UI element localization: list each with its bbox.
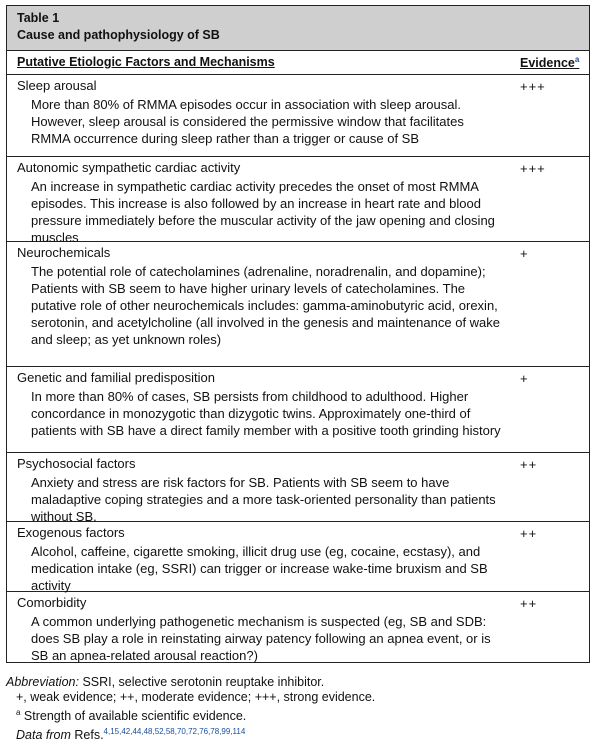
table-row — [7, 592, 589, 663]
row-evidence: ++ — [520, 457, 538, 472]
abbreviation-label: Abbreviation: — [6, 675, 79, 689]
row-heading: Exogenous factors — [17, 525, 125, 540]
strength-note-text: Strength of available scientific evidence. — [20, 709, 247, 724]
row-heading: Genetic and familial predisposition — [17, 370, 215, 385]
row-heading: Neurochemicals — [17, 245, 111, 260]
row-description: In more than 80% of cases, SB persists from childhood to adulthood. Higher concordance in monozygotic than dizygotic twins. Approximately one-third of patients with SB have a direct family member with a positive tooth grinding history — [31, 389, 501, 438]
strength-note — [6, 705, 588, 724]
refs-label: Refs. — [70, 728, 104, 743]
row-description: An increase in sympathetic cardiac activity precedes the onset of most RMMA episodes. This increase is also followed by an increase in heart rate and blood pressure immediately before the muscular activity of the jaw opening and closing muscles — [31, 179, 495, 245]
row-evidence: +++ — [520, 161, 546, 176]
column-header-factors: Putative Etiologic Factors and Mechanisms — [17, 55, 275, 69]
table-row — [7, 242, 589, 367]
table-title: Cause and pathophysiology of SB — [17, 28, 220, 42]
data-from-label: Data from — [16, 728, 71, 743]
row-heading: Autonomic sympathetic cardiac activity — [17, 160, 241, 175]
reference-links[interactable]: 4,15,42,44,48,52,58,70,72,76,78,99,114 — [103, 727, 246, 737]
row-description: The potential role of catecholamines (adrenaline, noradrenalin, and dopamine); Patients with SB seem to have higher urinary levels of catecholamines. The putative role of other neurochemicals includes: gamma-aminobutyric acid, orexin, serotonin, and acetylcholine (all involved in the genesis and maintenance of wake and sleep; as yet unknown roles) — [31, 264, 501, 347]
table-label: Table 1 — [17, 11, 60, 25]
table-header-row — [7, 51, 589, 75]
table-row — [7, 75, 589, 157]
table-row — [7, 157, 589, 245]
row-description: More than 80% of RMMA episodes occur in association with sleep arousal. However, sleep arousal is considered the permissive window that facilitates RMMA occurrence during sleep rather than a trigger or cause of SB — [31, 97, 464, 146]
row-description: Alcohol, caffeine, cigarette smoking, illicit drug use (eg, cocaine, ecstasy), and medication intake (eg, SSRI) can trigger or increase wake-time bruxism and SB activity — [31, 544, 488, 593]
row-description: A common underlying pathogenetic mechanism is suspected (eg, SB and SDB: does SB play a role in reinstating airway patency following an apnea event, or is SB an apnea-related arousal reaction?) — [31, 614, 491, 663]
table-row — [7, 453, 589, 522]
row-evidence: + — [520, 246, 529, 261]
row-evidence: +++ — [520, 79, 546, 94]
column-header-evidence — [520, 55, 579, 70]
row-description: Anxiety and stress are risk factors for SB. Patients with SB seem to have maladaptive coping strategies and a more task-oriented personality than patients without SB. — [31, 475, 496, 524]
row-heading: Psychosocial factors — [17, 456, 136, 471]
row-evidence: ++ — [520, 596, 538, 611]
row-evidence: + — [520, 371, 529, 386]
data-source-note — [6, 724, 588, 743]
table-title-block — [7, 6, 589, 51]
strength-note-marker: a — [16, 708, 21, 717]
evidence-key-note: +, weak evidence; ++, moderate evidence; +++, strong evidence. — [16, 690, 376, 704]
table-row — [7, 367, 589, 453]
abbreviation-text: SSRI, selective serotonin reuptake inhibitor. — [78, 675, 325, 689]
evidence-header-text: Evidence — [520, 56, 575, 71]
abbreviation-note — [6, 675, 588, 690]
table-row — [7, 522, 589, 592]
evidence-footnote-marker: a — [574, 55, 580, 64]
table-footnotes — [6, 675, 588, 743]
row-heading: Sleep arousal — [17, 78, 97, 93]
table — [6, 5, 590, 663]
row-heading: Comorbidity — [17, 595, 87, 610]
row-evidence: ++ — [520, 526, 538, 541]
